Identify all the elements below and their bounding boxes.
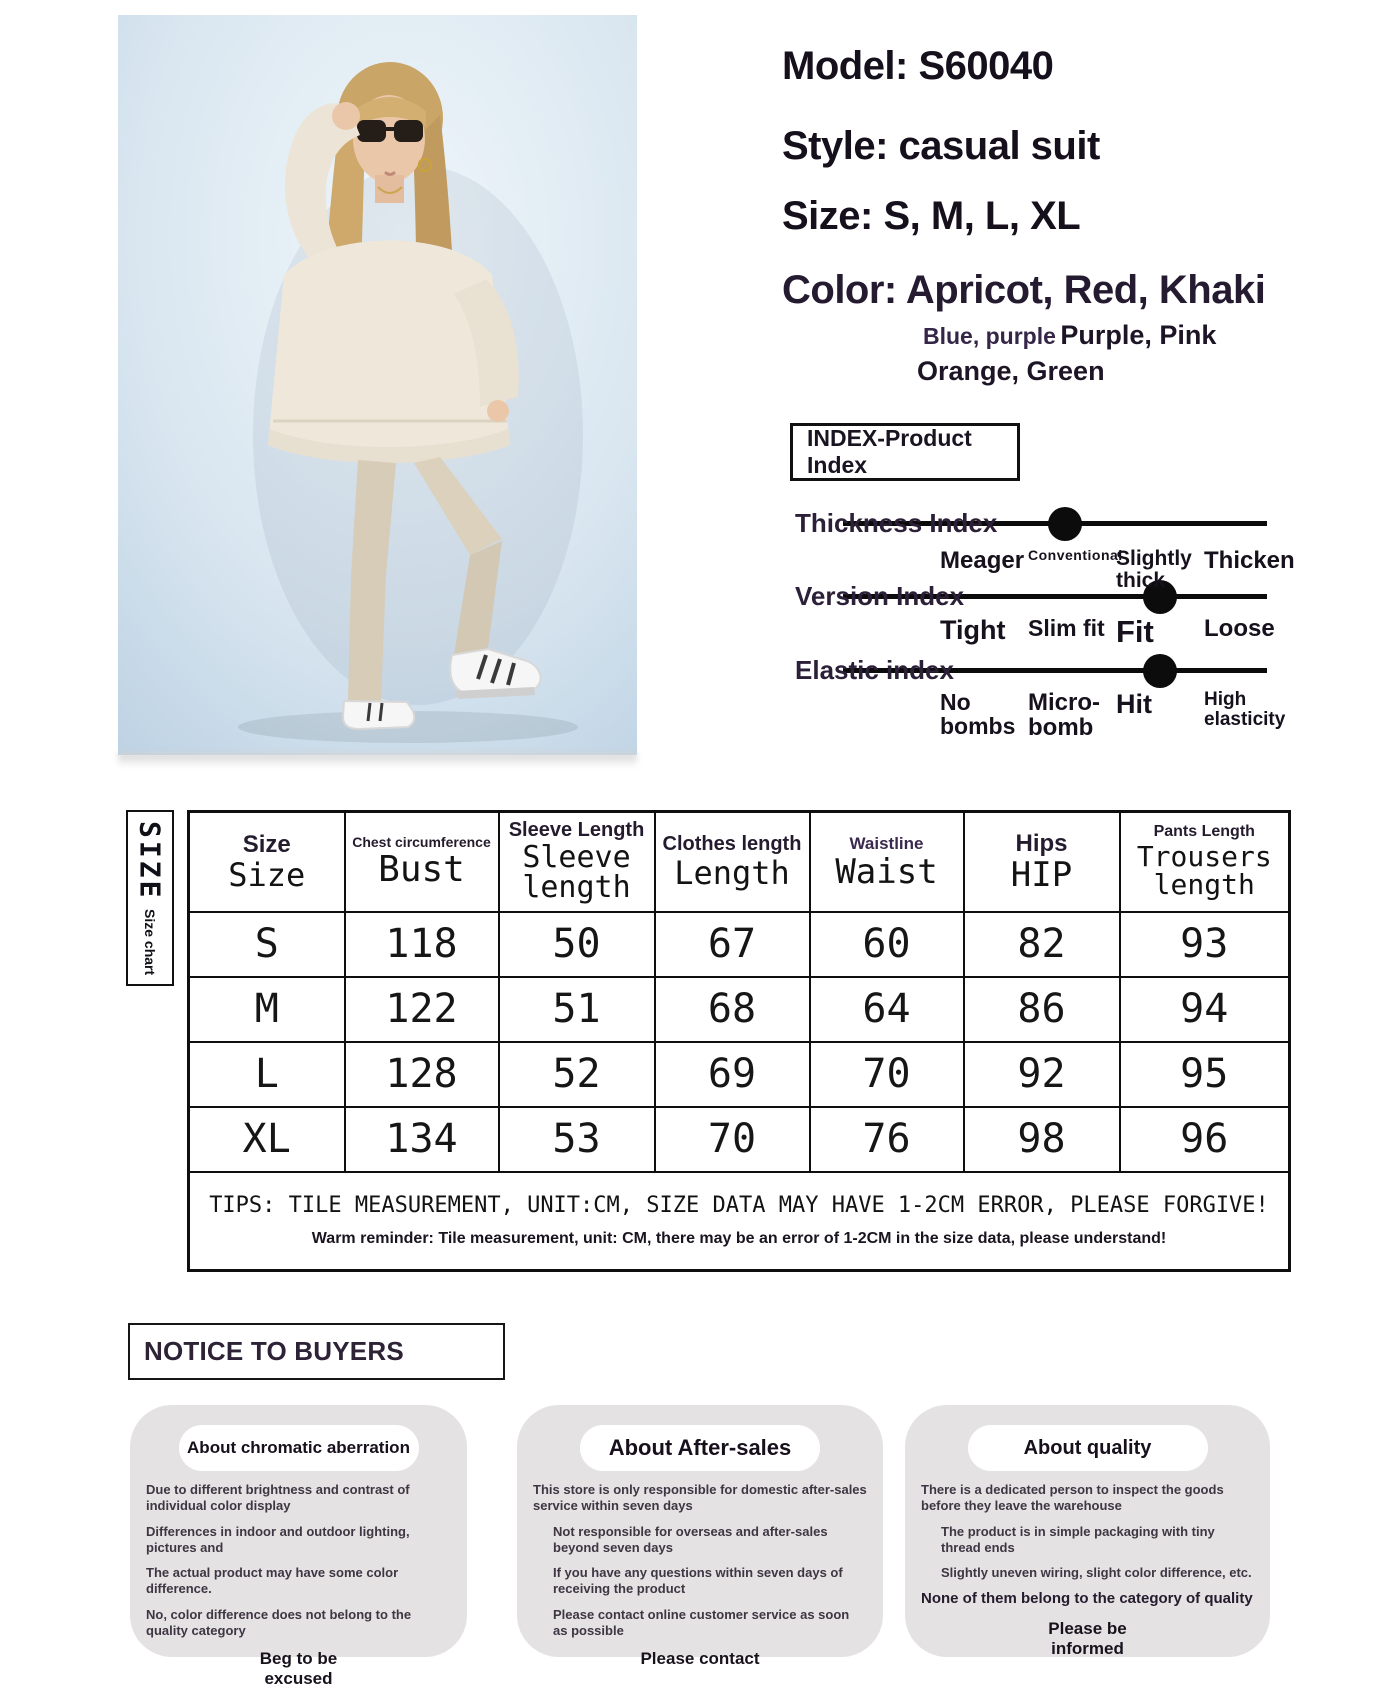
- header-waist-cn: Waist: [835, 851, 938, 892]
- card-paragraph: This store is only responsible for domestic after-sales service within seven days: [533, 1482, 867, 1514]
- model-line: Model: S60040: [782, 44, 1054, 88]
- elastic-slider-label: Elastic index: [795, 655, 954, 685]
- header-sleeve-cn: Sleeve length: [522, 840, 631, 906]
- size-chart-side-tab: [126, 810, 174, 986]
- cell: 95: [1120, 1042, 1290, 1107]
- header-length-en: Clothes length: [662, 833, 802, 856]
- header-cell-sleeve: [499, 812, 655, 912]
- elastic-option-no-bombs: No bombs: [940, 689, 1016, 740]
- header-cell-size: [189, 812, 345, 912]
- cell: 51: [499, 977, 655, 1042]
- cell: 86: [964, 977, 1120, 1042]
- cell: 70: [810, 1042, 964, 1107]
- cell: 50: [499, 912, 655, 977]
- size-row-l: [189, 1042, 1290, 1107]
- card-title-pill: [968, 1425, 1208, 1471]
- cell: 52: [499, 1042, 655, 1107]
- cell: 60: [810, 912, 964, 977]
- card-title: About quality: [1023, 1436, 1152, 1459]
- header-bust-cn: Bust: [378, 849, 465, 891]
- cell: L: [189, 1042, 345, 1107]
- header-cell-bust: [345, 812, 499, 912]
- elastic-option-high-elasticity: High elasticity: [1204, 689, 1286, 730]
- thickness-slider-options: [940, 548, 1296, 592]
- index-panel-title: INDEX-Product Index: [807, 425, 972, 478]
- elastic-slider-dot: [1143, 654, 1177, 688]
- cell: M: [189, 977, 345, 1042]
- header-cell-trousers: [1120, 812, 1290, 912]
- elastic-slider-options: [940, 690, 1296, 740]
- header-hip-cn: HIP: [1010, 855, 1073, 896]
- card-footer: Beg to be excused: [259, 1649, 338, 1688]
- size-row-xl: [189, 1107, 1290, 1172]
- color-subline-2: Orange, Green: [917, 356, 1105, 386]
- color-subline-main: Purple, Pink: [1060, 320, 1217, 350]
- cell: 128: [345, 1042, 499, 1107]
- card-paragraph: None of them belong to the category of quality: [921, 1590, 1253, 1608]
- header-sleeve-en: Sleeve Length: [508, 819, 645, 842]
- card-paragraph: Differences in indoor and outdoor lighting, pictures and: [146, 1523, 410, 1555]
- card-paragraph: Not responsible for overseas and after-sales beyond seven days: [553, 1523, 828, 1555]
- woman-model-illustration: [118, 15, 637, 755]
- cell: 134: [345, 1107, 499, 1172]
- tips-row: [189, 1172, 1290, 1271]
- size-chart-side-subtitle: Size chart: [142, 908, 158, 975]
- notice-card-quality: [905, 1405, 1270, 1657]
- elastic-option-hit: Hit: [1116, 689, 1152, 719]
- version-slider-options: [940, 616, 1296, 649]
- cell: 93: [1120, 912, 1290, 977]
- version-option-slim-fit: Slim fit: [1028, 615, 1105, 641]
- size-chart-header-row: [189, 812, 1290, 912]
- cell: 94: [1120, 977, 1290, 1042]
- thickness-slider-label: Thickness Index: [795, 508, 998, 538]
- cell: 118: [345, 912, 499, 977]
- card-paragraph: If you have any questions within seven days of receiving the product: [553, 1565, 843, 1597]
- header-size-cn: Size: [228, 856, 306, 895]
- card-title: About After-sales: [608, 1435, 792, 1460]
- header-waist-en: Waistline: [849, 833, 924, 853]
- index-panel-title-box: [790, 423, 1020, 481]
- header-size-en: Size: [242, 831, 291, 859]
- header-bust-en: Chest circumference: [352, 834, 491, 851]
- cell: 96: [1120, 1107, 1290, 1172]
- card-body: [130, 1471, 467, 1639]
- size-line: Size: S, M, L, XL: [782, 194, 1081, 238]
- thickness-option-meager: Meager: [940, 547, 1025, 574]
- photo-drop-shadow: [118, 753, 637, 767]
- warm-reminder-line: Warm reminder: Tile measurement, unit: CM, there may be an error of 1-2CM in the size data, please understand!: [311, 1230, 1167, 1247]
- color-subline-alt: Blue, purple: [923, 323, 1056, 349]
- cell: 69: [655, 1042, 810, 1107]
- version-option-fit: Fit: [1116, 614, 1154, 649]
- card-body: [517, 1471, 883, 1639]
- notice-title-box: [128, 1323, 505, 1380]
- card-footer: Please contact: [640, 1649, 760, 1668]
- size-chart-table: [187, 810, 1291, 1272]
- cell: 64: [810, 977, 964, 1042]
- notice-card-chromatic-aberration: [130, 1405, 467, 1688]
- cell: 53: [499, 1107, 655, 1172]
- cell: XL: [189, 1107, 345, 1172]
- card-paragraph: No, color difference does not belong to the quality category: [146, 1606, 412, 1638]
- cell: 122: [345, 977, 499, 1042]
- thickness-slider-dot: [1048, 507, 1082, 541]
- card-paragraph: Due to different brightness and contrast of individual color display: [146, 1482, 410, 1514]
- header-trousers-cn: Trousers length: [1136, 840, 1272, 902]
- card-paragraph: There is a dedicated person to inspect the goods before they leave the warehouse: [921, 1482, 1224, 1514]
- card-paragraph: Please contact online customer service as soon as possible: [553, 1606, 850, 1638]
- header-cell-waist: [810, 812, 964, 912]
- cell: 92: [964, 1042, 1120, 1107]
- thickness-option-conventional: Conventional: [1028, 547, 1123, 563]
- style-line: Style: casual suit: [782, 124, 1100, 168]
- size-row-m: [189, 977, 1290, 1042]
- cell: S: [189, 912, 345, 977]
- card-paragraph: The actual product may have some color difference.: [146, 1565, 399, 1597]
- card-title-pill: [179, 1425, 419, 1471]
- version-option-tight: Tight: [940, 615, 1006, 645]
- size-row-s: [189, 912, 1290, 977]
- cell: 98: [964, 1107, 1120, 1172]
- elastic-option-micro-bomb: Micro- bomb: [1028, 689, 1100, 742]
- version-option-loose: Loose: [1204, 615, 1275, 642]
- tips-cell: [189, 1172, 1290, 1271]
- product-photo: [118, 15, 637, 755]
- cell: 68: [655, 977, 810, 1042]
- color-line: Color: Apricot, Red, Khaki: [782, 268, 1266, 312]
- card-paragraph: The product is in simple packaging with tiny thread ends: [941, 1523, 1215, 1555]
- tips-line: TIPS: TILE MEASUREMENT, UNIT:CM, SIZE DATA MAY HAVE 1-2CM ERROR, PLEASE FORGIVE!: [209, 1193, 1269, 1218]
- card-title-pill: [580, 1425, 820, 1471]
- header-hip-en: Hips: [1015, 830, 1068, 858]
- version-slider-label: Version Index: [795, 581, 965, 611]
- header-trousers-en: Pants Length: [1153, 823, 1255, 841]
- notice-title: NOTICE TO BUYERS: [144, 1336, 404, 1366]
- cell: 82: [964, 912, 1120, 977]
- cell: 67: [655, 912, 810, 977]
- card-body: [905, 1471, 1270, 1609]
- header-cell-length: [655, 812, 810, 912]
- thickness-option-thicken: Thicken: [1204, 547, 1295, 574]
- cell: 76: [810, 1107, 964, 1172]
- notice-card-after-sales: [517, 1405, 883, 1668]
- cell: 70: [655, 1107, 810, 1172]
- size-chart-side-title: SIZE: [133, 821, 167, 901]
- color-subline: [923, 320, 1216, 351]
- card-title: About chromatic aberration: [187, 1438, 410, 1457]
- card-paragraph: Slightly uneven wiring, slight color difference, etc.: [941, 1565, 1252, 1580]
- card-footer: Please be informed: [1048, 1619, 1127, 1658]
- thickness-option-slightly-thick: Slightly thick: [1116, 547, 1192, 593]
- header-cell-hip: [964, 812, 1120, 912]
- header-length-cn: Length: [674, 854, 790, 893]
